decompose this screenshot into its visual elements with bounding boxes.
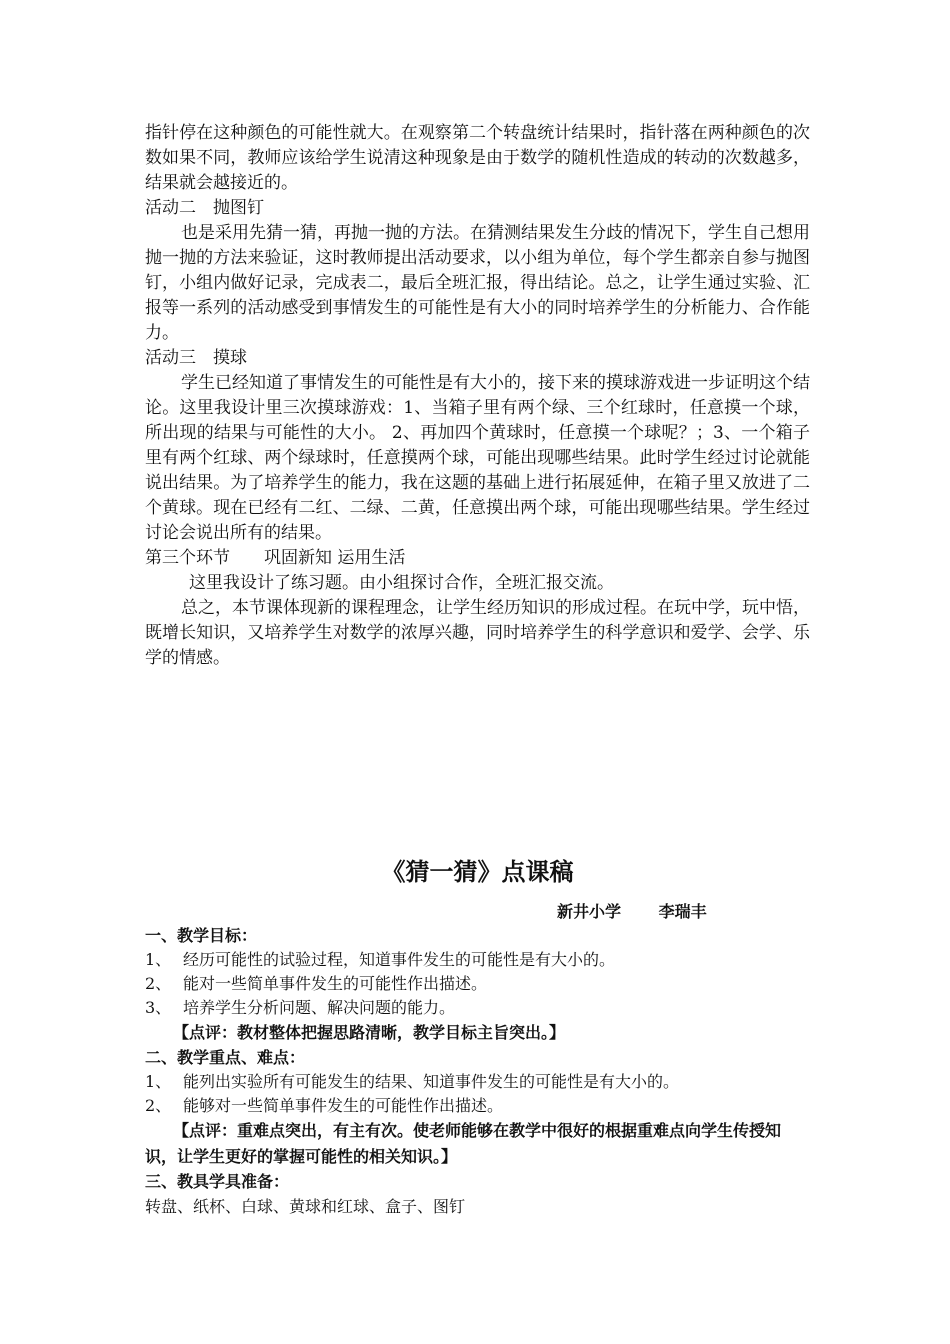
list-item-number: 2、	[145, 1096, 172, 1115]
list-item	[145, 996, 810, 1020]
list-item	[145, 948, 810, 972]
section-three-heading: 第三个环节 巩固新知 运用生活	[145, 548, 406, 568]
list-item-number: 1、	[145, 950, 172, 969]
list-item-number: 1、	[145, 1072, 172, 1091]
key-points-comment: 【点评：重难点突出，有主有次。使老师能够在教学中很好的根据重难点向学生传授知识，让学生更好的掌握可能性的相关知识。】	[145, 1121, 782, 1166]
section-key-points-heading: 二、教学重点、难点：	[145, 1048, 306, 1067]
list-item	[145, 1094, 810, 1118]
list-item-text: 能对一些简单事件发生的可能性作出描述。	[183, 974, 488, 993]
list-item	[145, 972, 810, 996]
intro-paragraph: 指针停在这种颜色的可能性就大。在观察第二个转盘统计结果时，指针落在两种颜色的次数如果不同，教师应该给学生说清这种现象是由于数学的随机性造成的转动的次数越多，结果就会越接近的。	[145, 123, 810, 193]
list-item-text: 能够对一些简单事件发生的可能性作出描述。	[183, 1096, 504, 1115]
list-item-text: 能列出实验所有可能发生的结果、知道事件发生的可能性是有大小的。	[183, 1072, 680, 1091]
author-line: 新井小学 李瑞丰	[557, 902, 707, 921]
objectives-list	[145, 948, 810, 1020]
document-title: 《猜一猜》点课稿	[381, 858, 574, 886]
materials-list: 转盘、纸杯、白球、黄球和红球、盒子、图钉	[145, 1197, 466, 1216]
activity-three-heading: 活动三 摸球	[145, 348, 247, 368]
list-item	[145, 1070, 810, 1094]
list-item-text: 经历可能性的试验过程，知道事件发生的可能性是有大小的。	[183, 950, 616, 969]
key-points-list	[145, 1070, 810, 1118]
section-materials-heading: 三、教具学具准备：	[145, 1172, 290, 1191]
review-document	[145, 852, 810, 1220]
summary-paragraph: 总之，本节课体现新的课程理念，让学生经历知识的形成过程。在玩中学，玩中悟，既增长知识，又培养学生对数学的浓厚兴趣，同时培养学生的科学意识和爱学、会学、乐学的情感。	[145, 598, 810, 668]
lesson-part-one	[145, 121, 810, 671]
activity-three-body: 学生已经知道了事情发生的可能性是有大小的，接下来的摸球游戏进一步证明这个结论。这里我设计里三次摸球游戏：1、当箱子里有两个绿、三个红球时，任意摸一个球，所出现的结果与可能性的大小。 2、再加四个黄球时，任意摸一个球呢？；3、一个箱子里有两个红球、两个绿球时，任意摸两个球，可能出现哪些结果。此时学生经过讨论就能说出结果。为了培养学生的能力，我在这题的基础上进行拓展延伸，在箱子里又放进了二个黄球。现在已经有二红、二绿、二黄，任意摸出两个球，可能出现哪些结果。学生经过讨论会说出所有的结果。	[145, 373, 810, 543]
section-three-body: 这里我设计了练习题。由小组探讨合作，全班汇报交流。	[189, 573, 614, 593]
objectives-comment: 【点评：教材整体把握思路清晰，教学目标主旨突出。】	[173, 1023, 566, 1042]
list-item-number: 3、	[145, 998, 172, 1017]
list-item-number: 2、	[145, 974, 172, 993]
list-item-text: 培养学生分析问题、解决问题的能力。	[183, 998, 456, 1017]
activity-two-body: 也是采用先猜一猜，再抛一抛的方法。在猜测结果发生分歧的情况下，学生自己想用抛一抛的方法来验证，这时教师提出活动要求，以小组为单位，每个学生都亲自参与抛图钉，小组内做好记录，完成表二，最后全班汇报，得出结论。总之，让学生通过实验、汇报等一系列的活动感受到事情发生的可能性是有大小的同时培养学生的分析能力、合作能力。	[145, 223, 810, 343]
section-objectives-heading: 一、教学目标：	[145, 926, 258, 945]
activity-two-heading: 活动二 抛图钉	[145, 198, 264, 218]
